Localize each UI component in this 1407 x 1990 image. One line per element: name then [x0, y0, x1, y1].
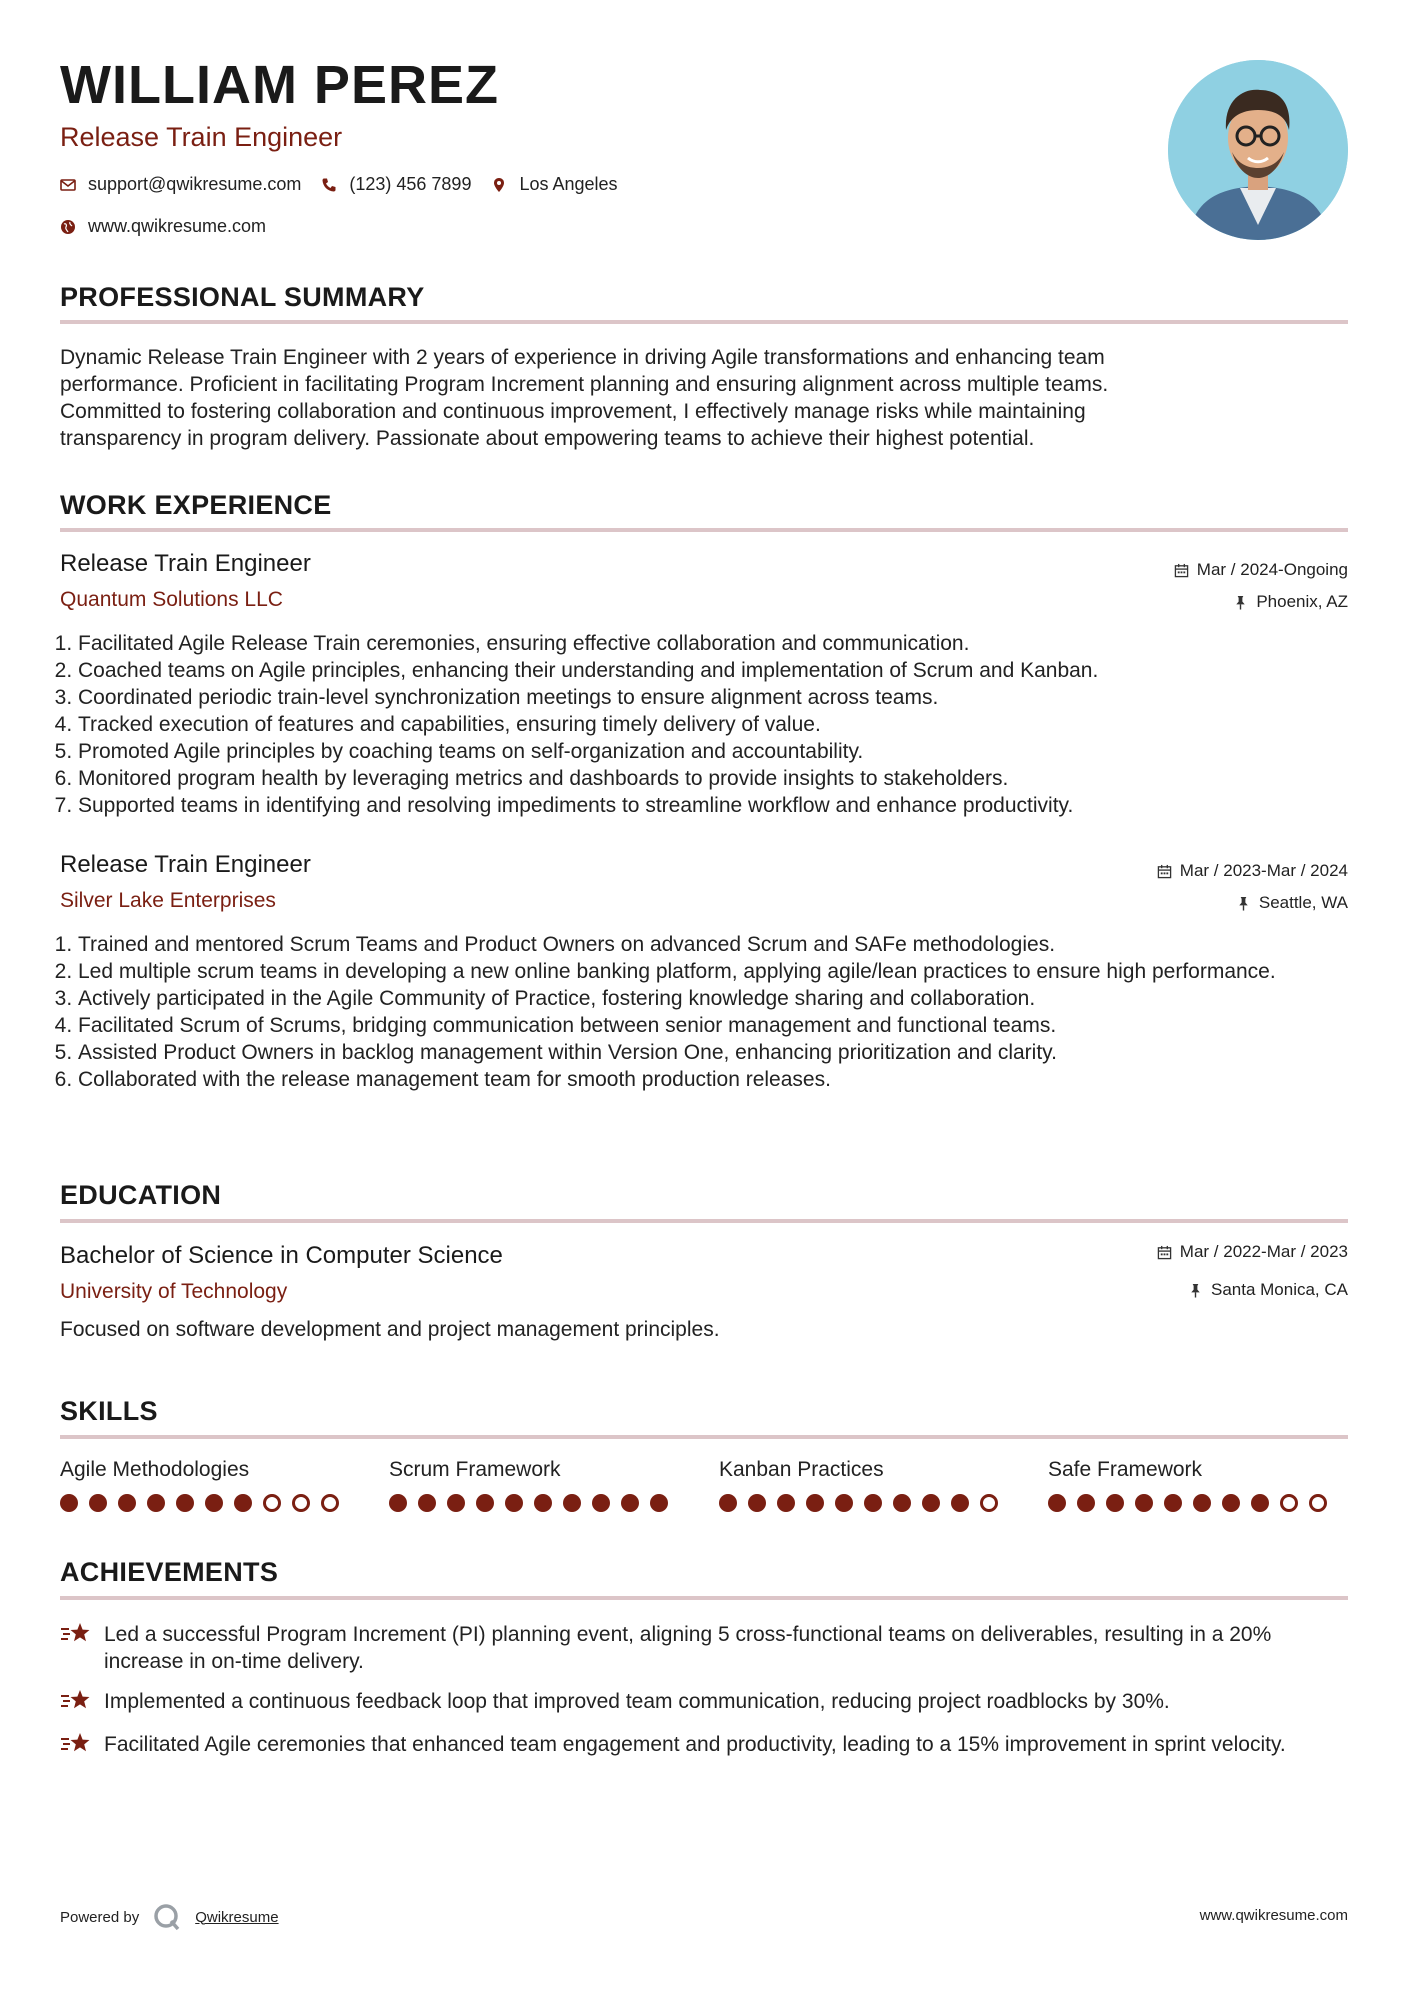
candidate-role: Release Train Engineer [60, 122, 343, 152]
shooting-star-icon [60, 1621, 92, 1649]
rating-dot-filled [1135, 1494, 1153, 1512]
powered-by-label: Powered by [60, 1908, 140, 1926]
list-item: 7. Supported teams in identifying and resolving impediments to streamline workflow and enhance productivity. [78, 792, 1366, 819]
list-item: 3. Coordinated periodic train-level synchronization meetings to ensure alignment across teams. [78, 684, 1366, 711]
achievement-text: Implemented a continuous feedback loop that improved team communication, reducing project roadblocks by 30%. [104, 1690, 1170, 1713]
footer-powered-by [60, 1903, 279, 1931]
experience-divider [60, 528, 1348, 532]
rating-dot-filled [447, 1494, 465, 1512]
rating-dot-filled [205, 1494, 223, 1512]
job-bullets [60, 931, 1338, 1093]
education-dates [1157, 1242, 1348, 1262]
experience-heading: WORK EXPERIENCE [60, 490, 332, 520]
list-item: 4. Tracked execution of features and capabilities, ensuring timely delivery of value. [78, 711, 1366, 738]
calendar-icon [1157, 864, 1172, 879]
rating-dot-filled [748, 1494, 766, 1512]
rating-dot-empty [1280, 1494, 1298, 1512]
rating-dot-filled [1048, 1494, 1066, 1512]
education-description: Focused on software development and project management principles. [60, 1318, 720, 1341]
profile-photo [1168, 60, 1348, 240]
rating-dot-filled [719, 1494, 737, 1512]
rating-dot-filled [505, 1494, 523, 1512]
location-pin-icon [491, 177, 507, 193]
list-item: 1. Facilitated Agile Release Train ceremonies, ensuring effective collaboration and communication. [78, 630, 1366, 657]
rating-dot-filled [777, 1494, 795, 1512]
rating-dot-filled [1251, 1494, 1269, 1512]
achievement-text: Facilitated Agile ceremonies that enhanced team engagement and productivity, leading to a 15% improvement in sprint velocity. [104, 1733, 1286, 1756]
job-title: Release Train Engineer [60, 851, 311, 878]
rating-dot-filled [176, 1494, 194, 1512]
job-title: Release Train Engineer [60, 550, 311, 577]
job-location-text: Phoenix, AZ [1256, 592, 1348, 611]
education-location [1188, 1280, 1348, 1300]
rating-dot-filled [1164, 1494, 1182, 1512]
list-item: 3. Actively participated in the Agile Community of Practice, fostering knowledge sharing and collaboration. [78, 985, 1338, 1012]
skill-name: Kanban Practices [719, 1458, 884, 1481]
list-item: 6. Collaborated with the release management team for smooth production releases. [78, 1066, 1338, 1093]
phone-number[interactable]: (123) 456 7899 [349, 174, 472, 194]
skills-divider [60, 1435, 1348, 1439]
rating-dot-filled [650, 1494, 668, 1512]
skill-name: Scrum Framework [389, 1458, 561, 1481]
rating-dot-filled [60, 1494, 78, 1512]
summary-line: performance. Proficient in facilitating Program Increment planning and ensuring alignment across multiple teams. [60, 373, 1109, 396]
list-item: 4. Facilitated Scrum of Scrums, bridging communication between senior management and functional teams. [78, 1012, 1338, 1039]
globe-icon [60, 219, 76, 235]
shooting-star-icon [60, 1731, 92, 1759]
skill-rating [1048, 1494, 1327, 1512]
summary-text [60, 344, 1348, 452]
qwikresume-link[interactable]: Qwikresume [195, 1908, 279, 1926]
rating-dot-filled [864, 1494, 882, 1512]
skill-rating [719, 1494, 998, 1512]
website-row [60, 216, 266, 237]
achievement-item [60, 1731, 1348, 1759]
skill-name: Safe Framework [1048, 1458, 1203, 1481]
job-bullets [60, 630, 1366, 819]
degree-title: Bachelor of Science in Computer Science [60, 1242, 503, 1269]
summary-divider [60, 320, 1348, 324]
location-text: Los Angeles [519, 174, 618, 194]
email-icon [60, 177, 76, 193]
list-item: 2. Led multiple scrum teams in developing a new online banking platform, applying agile/lean practices to ensure high performance. [78, 958, 1338, 985]
rating-dot-filled [89, 1494, 107, 1512]
rating-dot-filled [621, 1494, 639, 1512]
rating-dot-filled [563, 1494, 581, 1512]
summary-line: transparency in program delivery. Passionate about empowering teams to achieve their highest potential. [60, 427, 1035, 450]
achievements-divider [60, 1596, 1348, 1600]
list-item: 5. Promoted Agile principles by coaching teams on self-organization and accountability. [78, 738, 1366, 765]
rating-dot-filled [1077, 1494, 1095, 1512]
rating-dot-filled [534, 1494, 552, 1512]
list-item: 1. Trained and mentored Scrum Teams and Product Owners on advanced Scrum and SAFe methodologies. [78, 931, 1338, 958]
rating-dot-filled [1106, 1494, 1124, 1512]
job-location [1233, 592, 1348, 612]
contact-row [60, 174, 618, 195]
school-name: University of Technology [60, 1280, 288, 1303]
calendar-icon [1157, 1245, 1172, 1260]
rating-dot-filled [951, 1494, 969, 1512]
rating-dot-filled [147, 1494, 165, 1512]
rating-dot-filled [1193, 1494, 1211, 1512]
company-name: Silver Lake Enterprises [60, 889, 276, 912]
education-divider [60, 1219, 1348, 1223]
achievement-item [60, 1688, 1348, 1716]
list-item: 6. Monitored program health by leveraging metrics and dashboards to provide insights to stakeholders. [78, 765, 1366, 792]
job-dates-text: Mar / 2023-Mar / 2024 [1179, 861, 1348, 880]
rating-dot-filled [806, 1494, 824, 1512]
qwikresume-logo-icon [153, 1903, 181, 1931]
portrait-image [1168, 60, 1348, 240]
summary-line: Dynamic Release Train Engineer with 2 years of experience in driving Agile transformations and enhancing team [60, 346, 1105, 369]
job-location-text: Seattle, WA [1258, 893, 1348, 912]
pushpin-icon [1233, 595, 1248, 610]
rating-dot-empty [292, 1494, 310, 1512]
achievement-text: Led a successful Program Increment (PI) planning event, aligning 5 cross-functional teams on deliverables, resulting in a 20% increase in on-time delivery. [104, 1623, 1272, 1673]
pushpin-icon [1236, 896, 1251, 911]
summary-heading: PROFESSIONAL SUMMARY [60, 282, 425, 312]
education-heading: EDUCATION [60, 1180, 222, 1210]
rating-dot-filled [592, 1494, 610, 1512]
education-location-text: Santa Monica, CA [1210, 1280, 1348, 1299]
rating-dot-filled [418, 1494, 436, 1512]
phone-icon [321, 177, 337, 193]
rating-dot-empty [980, 1494, 998, 1512]
rating-dot-filled [476, 1494, 494, 1512]
list-item: 5. Assisted Product Owners in backlog management within Version One, enhancing prioritization and clarity. [78, 1039, 1338, 1066]
rating-dot-empty [321, 1494, 339, 1512]
email-link[interactable]: support@qwikresume.com [88, 174, 302, 194]
summary-line: Committed to fostering collaboration and continuous improvement, I effectively manage risks while maintaining [60, 400, 1086, 423]
job-dates [1174, 560, 1348, 580]
rating-dot-filled [835, 1494, 853, 1512]
rating-dot-filled [234, 1494, 252, 1512]
education-dates-text: Mar / 2022-Mar / 2023 [1179, 1242, 1348, 1261]
calendar-icon [1174, 563, 1189, 578]
skills-heading: SKILLS [60, 1396, 158, 1426]
rating-dot-filled [389, 1494, 407, 1512]
list-item: 2. Coached teams on Agile principles, enhancing their understanding and implementation of Scrum and Kanban. [78, 657, 1366, 684]
achievement-item [60, 1621, 1348, 1675]
achievements-heading: ACHIEVEMENTS [60, 1557, 279, 1587]
shooting-star-icon [60, 1688, 92, 1716]
job-location [1236, 893, 1348, 913]
skill-rating [60, 1494, 339, 1512]
rating-dot-empty [1309, 1494, 1327, 1512]
pushpin-icon [1188, 1283, 1203, 1298]
rating-dot-filled [118, 1494, 136, 1512]
company-name: Quantum Solutions LLC [60, 588, 283, 611]
rating-dot-filled [1222, 1494, 1240, 1512]
rating-dot-filled [893, 1494, 911, 1512]
skill-rating [389, 1494, 668, 1512]
job-dates [1157, 861, 1348, 881]
job-dates-text: Mar / 2024-Ongoing [1196, 560, 1348, 579]
rating-dot-filled [922, 1494, 940, 1512]
rating-dot-empty [263, 1494, 281, 1512]
skill-name: Agile Methodologies [60, 1458, 250, 1481]
candidate-name: WILLIAM PEREZ [60, 55, 499, 115]
website-link[interactable]: www.qwikresume.com [88, 216, 267, 236]
footer-site-link[interactable]: www.qwikresume.com [1199, 1907, 1348, 1924]
